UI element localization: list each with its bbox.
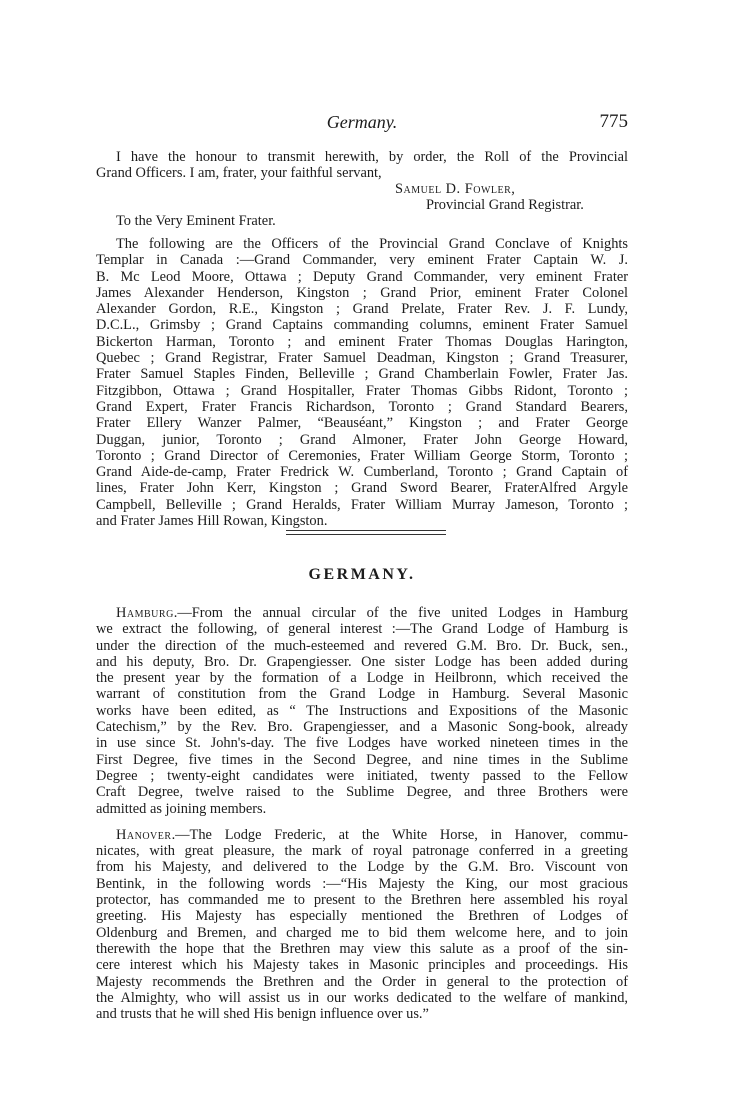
paragraph-lead: Hamburg	[116, 605, 174, 621]
text-line: works have been edited, as “ The Instructions and Expositions of the Masonic	[96, 702, 628, 719]
addressee: To the Very Eminent Frater.	[116, 213, 276, 229]
text-line: in use since St. John's-day. The five Lodges have worked nineteen times in the	[96, 735, 628, 752]
text-line: D.C.L., Grimsby ; Grand Captains commanding columns, eminent Frater Samuel	[96, 317, 628, 334]
section-title: GERMANY.	[308, 566, 416, 583]
text-line: cere interest which his Majesty takes in Masonic principles and proceedings. His	[96, 957, 628, 974]
signature-name: Samuel D. Fowler,	[395, 181, 516, 197]
text-line: lines, Frater John Kerr, Kingston ; Grand Sword Bearer, FraterAlfred Argyle	[96, 480, 628, 497]
text-line: the present year by the formation of a Lodge in Heilbronn, which received the	[96, 670, 628, 687]
text-line: Templar in Canada :—Grand Commander, very eminent Frater Captain W. J.	[96, 252, 628, 269]
text-line: under the direction of the much-esteemed and revered G.M. Bro. Dr. Buck, sen.,	[96, 637, 628, 654]
text-line: Campbell, Belleville ; Grand Heralds, Frater William Murray Jameson, Toronto ;	[96, 496, 628, 513]
text-line	[96, 605, 628, 621]
text-line: Craft Degree, twelve raised to the Sublime Degree, and three Brothers were	[96, 784, 628, 801]
paragraph-lead: Hanover	[116, 826, 172, 843]
text-line: Duggan, junior, Toronto ; Grand Almoner, Frater John George Howard,	[96, 431, 628, 448]
page-number: 775	[599, 111, 628, 132]
text-line: admitted as joining members.	[96, 800, 267, 817]
text-line: Frater Samuel Staples Finden, Belleville ; Grand Chamberlain Fowler, Frater Jas.	[96, 366, 628, 383]
text-line: therewith the hope that the Brethren may view this salute as a proof of the sin-	[96, 940, 628, 957]
text-line: First Degree, five times in the Second Degree, and nine times in the Sublime	[96, 751, 628, 768]
text-line: Oldenburg and Bremen, and charged me to bid them welcome here, and to join	[96, 924, 628, 941]
text-line: Degree ; twenty-eight candidates were initiated, twenty passed to the Fellow	[96, 767, 628, 784]
text-line: warrant of constitution from the Grand Lodge in Hamburg. Several Masonic	[96, 686, 628, 703]
running-header	[96, 112, 628, 134]
text-line: and his deputy, Bro. Dr. Grapengiesser. One sister Lodge has been added during	[96, 653, 628, 670]
signature-title: Provincial Grand Registrar.	[426, 197, 584, 213]
text-run: .—From the annual circular of the five united Lodges in Hamburg	[173, 605, 628, 621]
text-line: greeting. His Majesty has especially mentioned the Brethren of Lodges of	[96, 908, 628, 925]
text-line: Catechism,” by the Rev. Bro. Grapengiesser, and a Masonic Song-book, already	[96, 719, 628, 736]
text-line: nicates, with great pleasure, the mark of royal patronage conferred in a greeting	[96, 843, 628, 860]
text-line: and trusts that he will shed His benign influence over us.”	[96, 1006, 429, 1023]
text-line: Majesty recommends the Brethren and the Order in general to the protection of	[96, 973, 628, 990]
text-line: Grand Officers. I am, frater, your faithful servant,	[96, 165, 382, 182]
text-line: B. Mc Leod Moore, Ottawa ; Deputy Grand Commander, very eminent Frater	[96, 268, 628, 285]
text-run: .—The Lodge Frederic, at the White Horse, in Hanover, commu-	[171, 826, 628, 843]
text-line: and Frater James Hill Rowan, Kingston.	[96, 513, 328, 530]
text-line: protector, has commanded me to present to the Brethren here assembled his royal	[96, 892, 628, 909]
text-line: James Alexander Henderson, Kingston ; Grand Prior, eminent Frater Colonel	[96, 284, 628, 301]
text-line: we extract the following, of general interest :—The Grand Lodge of Hamburg is	[96, 621, 628, 638]
running-title: Germany.	[326, 112, 398, 132]
letter-body	[96, 149, 628, 182]
text-line	[96, 827, 628, 843]
text-line: Bentink, in the following words :—“His Majesty the King, our most gracious	[96, 875, 628, 892]
text-line: Toronto ; Grand Director of Ceremonies, Frater William George Storm, Toronto ;	[96, 447, 628, 464]
text-line: the Almighty, who will assist us in our works dedicated to the welfare of mankind,	[96, 989, 628, 1006]
text-line: Grand Expert, Frater Francis Richardson, Toronto ; Grand Standard Bearers,	[96, 398, 628, 415]
text-line: Alexander Gordon, R.E., Kingston ; Grand Prelate, Frater Rev. J. F. Lundy,	[96, 301, 628, 318]
text-line: The following are the Officers of the Provincial Grand Conclave of Knights	[116, 236, 628, 252]
hamburg-paragraph	[96, 605, 628, 1022]
text-line: Fitzgibbon, Ottawa ; Grand Hospitaller, Frater Thomas Gibbs Ridont, Toronto ;	[96, 382, 628, 399]
section-divider	[286, 534, 446, 535]
text-line: I have the honour to transmit herewith, by order, the Roll of the Provincial	[116, 149, 628, 165]
text-line: Quebec ; Grand Registrar, Frater Samuel Deadman, Kingston ; Grand Treasurer,	[96, 350, 628, 367]
text-line: Bickerton Harman, Toronto ; and eminent Frater Thomas Douglas Harington,	[96, 333, 628, 350]
officers-paragraph	[96, 236, 628, 529]
section-divider	[286, 530, 446, 531]
text-line: Grand Aide-de-camp, Frater Fredrick W. Cumberland, Toronto ; Grand Captain of	[96, 464, 628, 481]
text-line: Frater Ellery Wanzer Palmer, “Beauséant,” Kingston ; and Frater George	[96, 415, 628, 432]
text-line: from his Majesty, and delivered to the Lodge by the G.M. Bro. Viscount von	[96, 859, 628, 876]
